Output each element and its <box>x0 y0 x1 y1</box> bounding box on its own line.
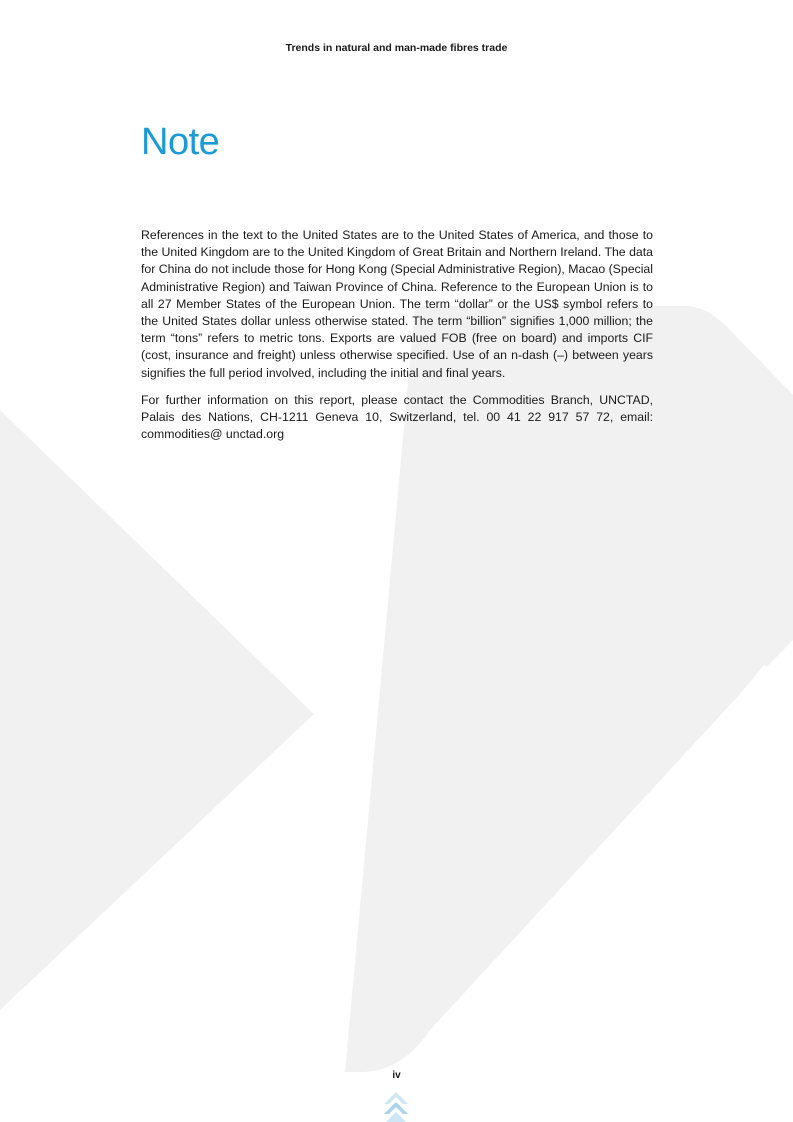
note-paragraph-definitions: References in the text to the United States are to the United States of America, and those to the United Kingdom are to the United Kingdom of Great Britain and Northern Ireland. The data for China do not include those for Hong Kong (Special Administrative Region), Macao (Special Administrative Region) and Taiwan Province of China. Reference to the European Union is to all 27 Member States of the European Union. The term “dollar” or the US$ symbol refers to the United States dollar unless otherwise stated. The term “billion” signifies 1,000 million; the term “tons” refers to metric tons. Exports are valued FOB (free on board) and imports CIF (cost, insurance and freight) unless otherwise specified. Use of an n-dash (–) between years signifies the full period involved, including the initial and final years. <box>141 228 653 380</box>
up-chevron-icon <box>382 1090 410 1122</box>
page-title: Note <box>141 121 220 163</box>
running-header: Trends in natural and man-made fibres trade <box>285 42 508 54</box>
note-body <box>141 227 653 453</box>
background-left-chevron <box>0 410 314 1010</box>
note-paragraph-contact: For further information on this report, please contact the Commodities Branch, UNCTAD, Palais des Nations, CH-1211 Geneva 10, Switzerland, tel. 00 41 22 917 57 72, email: commodities@ unctad.org <box>141 392 653 442</box>
page-number: iv <box>392 1070 401 1081</box>
